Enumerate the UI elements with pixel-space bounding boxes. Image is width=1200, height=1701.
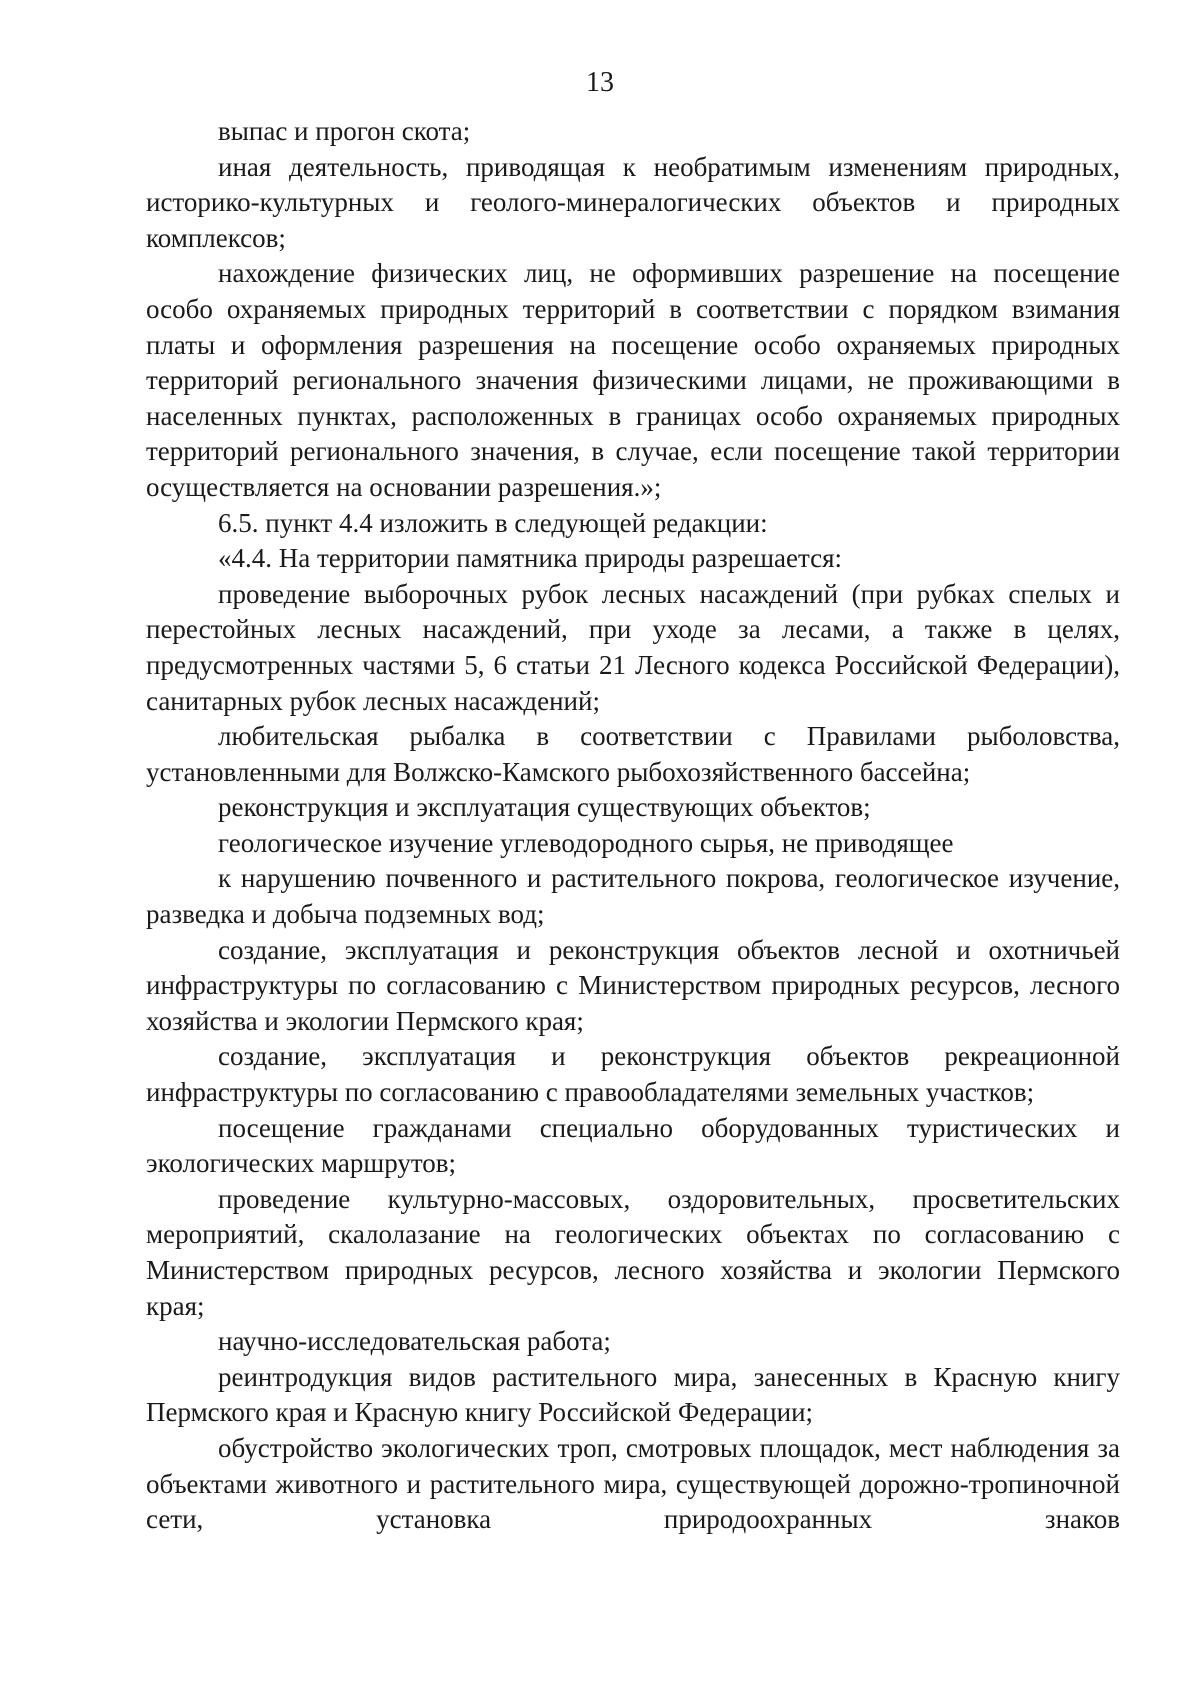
paragraph: «4.4. На территории памятника природы разрешается: [218, 543, 843, 574]
paragraph: создание, эксплуатация и реконструкция объектов лесной и охотничьей инфраструктуры по согласованию с Министерством природных ресурсов, лесного хозяйства и экологии Пермского края; [146, 934, 1120, 1036]
paragraph: геологическое изучение углеводородного сырья, не приводящее [218, 827, 954, 858]
paragraph: иная деятельность, приводящая к необратимым изменениям природных, историко-культурных и геолого-минералогических объектов и природных комплексов; [146, 151, 1120, 253]
paragraph: реинтродукция видов растительного мира, занесенных в Красную книгу Пермского края и Красную книгу Российской Федерации; [146, 1361, 1120, 1428]
document-body [146, 114, 1120, 1538]
paragraph: любительская рыбалка в соответствии с Правилами рыболовства, установленными для Волжско-Камского рыбохозяйственного бассейна; [146, 721, 1120, 787]
paragraph: нахождение физических лиц, не оформивших разрешение на посещение особо охраняемых природных территорий в соответствии с порядком взимания платы и оформления разрешения на посещение особо охраняемых природных территорий регионального значения физическими лицами, не проживающими в населенных пунктах, расположенных в границах особо охраняемых природных территорий регионального значения, в случае, если посещение такой территории осуществляется на основании разрешения.»; [146, 258, 1120, 502]
paragraph: обустройство экологических троп, смотровых площадок, мест наблюдения за объектами животного и растительного мира, существующей дорожно-тропиночной сети, установка природоохранных знаков [146, 1432, 1120, 1535]
page-number: 13 [586, 67, 614, 98]
paragraph: реконструкция и эксплуатация существующих объектов; [218, 792, 871, 823]
paragraph: проведение культурно-массовых, оздоровительных, просветительских мероприятий, скалолазание на геологических объектах по согласованию с Министерством природных ресурсов, лесного хозяйства и экологии Пермского края; [146, 1183, 1120, 1321]
paragraph: проведение выборочных рубок лесных насаждений (при рубках спелых и перестойных лесных насаждений, при уходе за лесами, а также в целях, предусмотренных частями 5, 6 статьи 21 Лесного кодекса Российской Федерации), санитарных рубок лесных насаждений; [146, 578, 1120, 716]
paragraph: 6.5. пункт 4.4 изложить в следующей редакции: [218, 507, 768, 538]
paragraph: создание, эксплуатация и реконструкция объектов рекреационной инфраструктуры по согласованию с правообладателями земельных участков; [146, 1041, 1120, 1108]
paragraph: посещение гражданами специально оборудованных туристических и экологических маршрутов; [146, 1112, 1120, 1179]
paragraph: выпас и прогон скота; [218, 116, 471, 146]
paragraph: научно-исследовательская работа; [218, 1326, 611, 1357]
paragraph: к нарушению почвенного и растительного покрова, геологическое изучение, разведка и добыча подземных вод; [146, 863, 1120, 930]
